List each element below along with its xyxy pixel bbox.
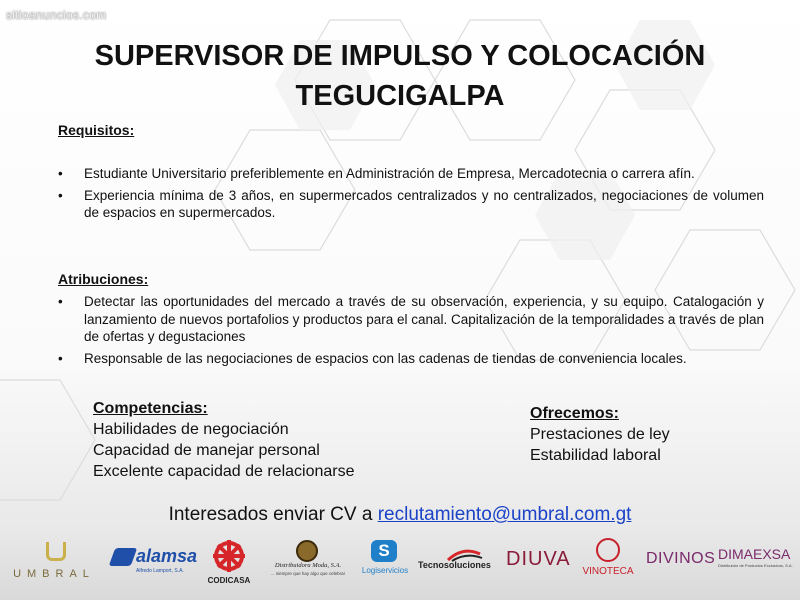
codicasa-logo bbox=[204, 536, 254, 596]
sponsor-logos-strip bbox=[0, 534, 800, 600]
distribuidora-moda-logo-icon bbox=[296, 540, 318, 562]
requisitos-heading: Requisitos: bbox=[58, 122, 135, 138]
ofrecemos-block bbox=[530, 403, 670, 466]
alamsa-logo-icon bbox=[109, 548, 138, 566]
bullet-icon: • bbox=[58, 187, 63, 203]
competencias-heading: Competencias: bbox=[93, 400, 208, 417]
dimaexsa-logo-text: DIMAEXSA bbox=[718, 546, 791, 562]
requisitos-list bbox=[58, 165, 764, 226]
diuva-logo-text: DIUVA bbox=[506, 548, 571, 570]
vinoteca-logo-text: VINOTECA bbox=[582, 566, 634, 577]
competencias-block bbox=[93, 398, 355, 482]
divinos-logo bbox=[646, 550, 716, 578]
codicasa-logo-icon bbox=[204, 536, 254, 576]
list-item: • Detectar las oportunidades del mercado a través de su observación, experiencia, y su equipo. Catalogación y lanzamiento de nuevos portafolios y productos para el canal. Capitalización de la temporalidades a través de plan de ofertas y degustaciones bbox=[58, 294, 764, 344]
tecnosoluciones-logo bbox=[418, 548, 492, 578]
watermark: sitioanuncios.com bbox=[6, 8, 107, 22]
alamsa-logo-text: alamsa bbox=[136, 546, 198, 566]
competencia-item: Habilidades de negociación bbox=[93, 421, 289, 438]
bullet-icon: • bbox=[58, 166, 63, 181]
distribuidora-moda-logo bbox=[268, 540, 348, 586]
codicasa-logo-text: CODICASA bbox=[207, 576, 251, 585]
logiservicios-logo-icon: S bbox=[371, 540, 397, 562]
tecnosoluciones-logo-text: Tecnosoluciones bbox=[418, 560, 491, 570]
list-item: • Estudiante Universitario preferiblemente en Administración de Empresa, Mercadotecnia o carrera afín. bbox=[58, 166, 695, 181]
umbral-logo-icon bbox=[46, 542, 66, 561]
vinoteca-logo-icon bbox=[596, 538, 620, 562]
umbral-logo-text: UMBRAL bbox=[13, 568, 95, 580]
dimaexsa-logo-subtext: Distribuidor de Productos Exclusivos, S.A. bbox=[718, 563, 793, 568]
ofrecemos-item: Prestaciones de ley bbox=[530, 426, 670, 443]
atribuciones-list bbox=[58, 293, 764, 371]
title-line-1: SUPERVISOR DE IMPULSO Y COLOCACIÓN bbox=[94, 40, 706, 72]
list-item: • Responsable de las negociaciones de espacios con las cadenas de tiendas de conveniencia locales. bbox=[58, 350, 687, 366]
list-item: • Experiencia mínima de 3 años, en supermercados centralizados y no centralizados, negociaciones de volumen de espacios en supermercados. bbox=[58, 187, 764, 220]
umbral-logo bbox=[4, 540, 104, 590]
logiservicios-logo-text: Logiservicios bbox=[361, 566, 409, 575]
dimaexsa-logo bbox=[718, 546, 796, 582]
page-title bbox=[0, 36, 800, 116]
ofrecemos-item: Estabilidad laboral bbox=[530, 447, 661, 464]
contact-line bbox=[0, 504, 800, 526]
alamsa-logo-subtext: Alfredo Lamport, S.A. bbox=[136, 568, 184, 574]
diuva-logo bbox=[506, 548, 571, 576]
bullet-icon: • bbox=[58, 350, 63, 366]
competencia-item: Capacidad de manejar personal bbox=[93, 442, 320, 459]
ofrecemos-heading: Ofrecemos: bbox=[530, 405, 619, 422]
divinos-logo-text: DIVINOS bbox=[646, 550, 716, 567]
alamsa-logo bbox=[112, 546, 198, 586]
contact-text: Interesados enviar CV a bbox=[168, 504, 373, 525]
contact-email-link[interactable]: reclutamiento@umbral.com.gt bbox=[377, 504, 632, 525]
distribuidora-moda-logo-subtext: ... siempre que hay algo que celebrar bbox=[270, 571, 346, 576]
atribuciones-heading: Atribuciones: bbox=[58, 271, 149, 287]
logiservicios-logo bbox=[356, 540, 414, 590]
distribuidora-moda-logo-text: Distribuidora Moda, S.A. bbox=[274, 562, 342, 569]
competencia-item: Excelente capacidad de relacionarse bbox=[93, 463, 355, 480]
title-line-2: TEGUCIGALPA bbox=[295, 80, 505, 112]
bullet-icon: • bbox=[58, 294, 63, 309]
vinoteca-logo bbox=[576, 538, 640, 594]
